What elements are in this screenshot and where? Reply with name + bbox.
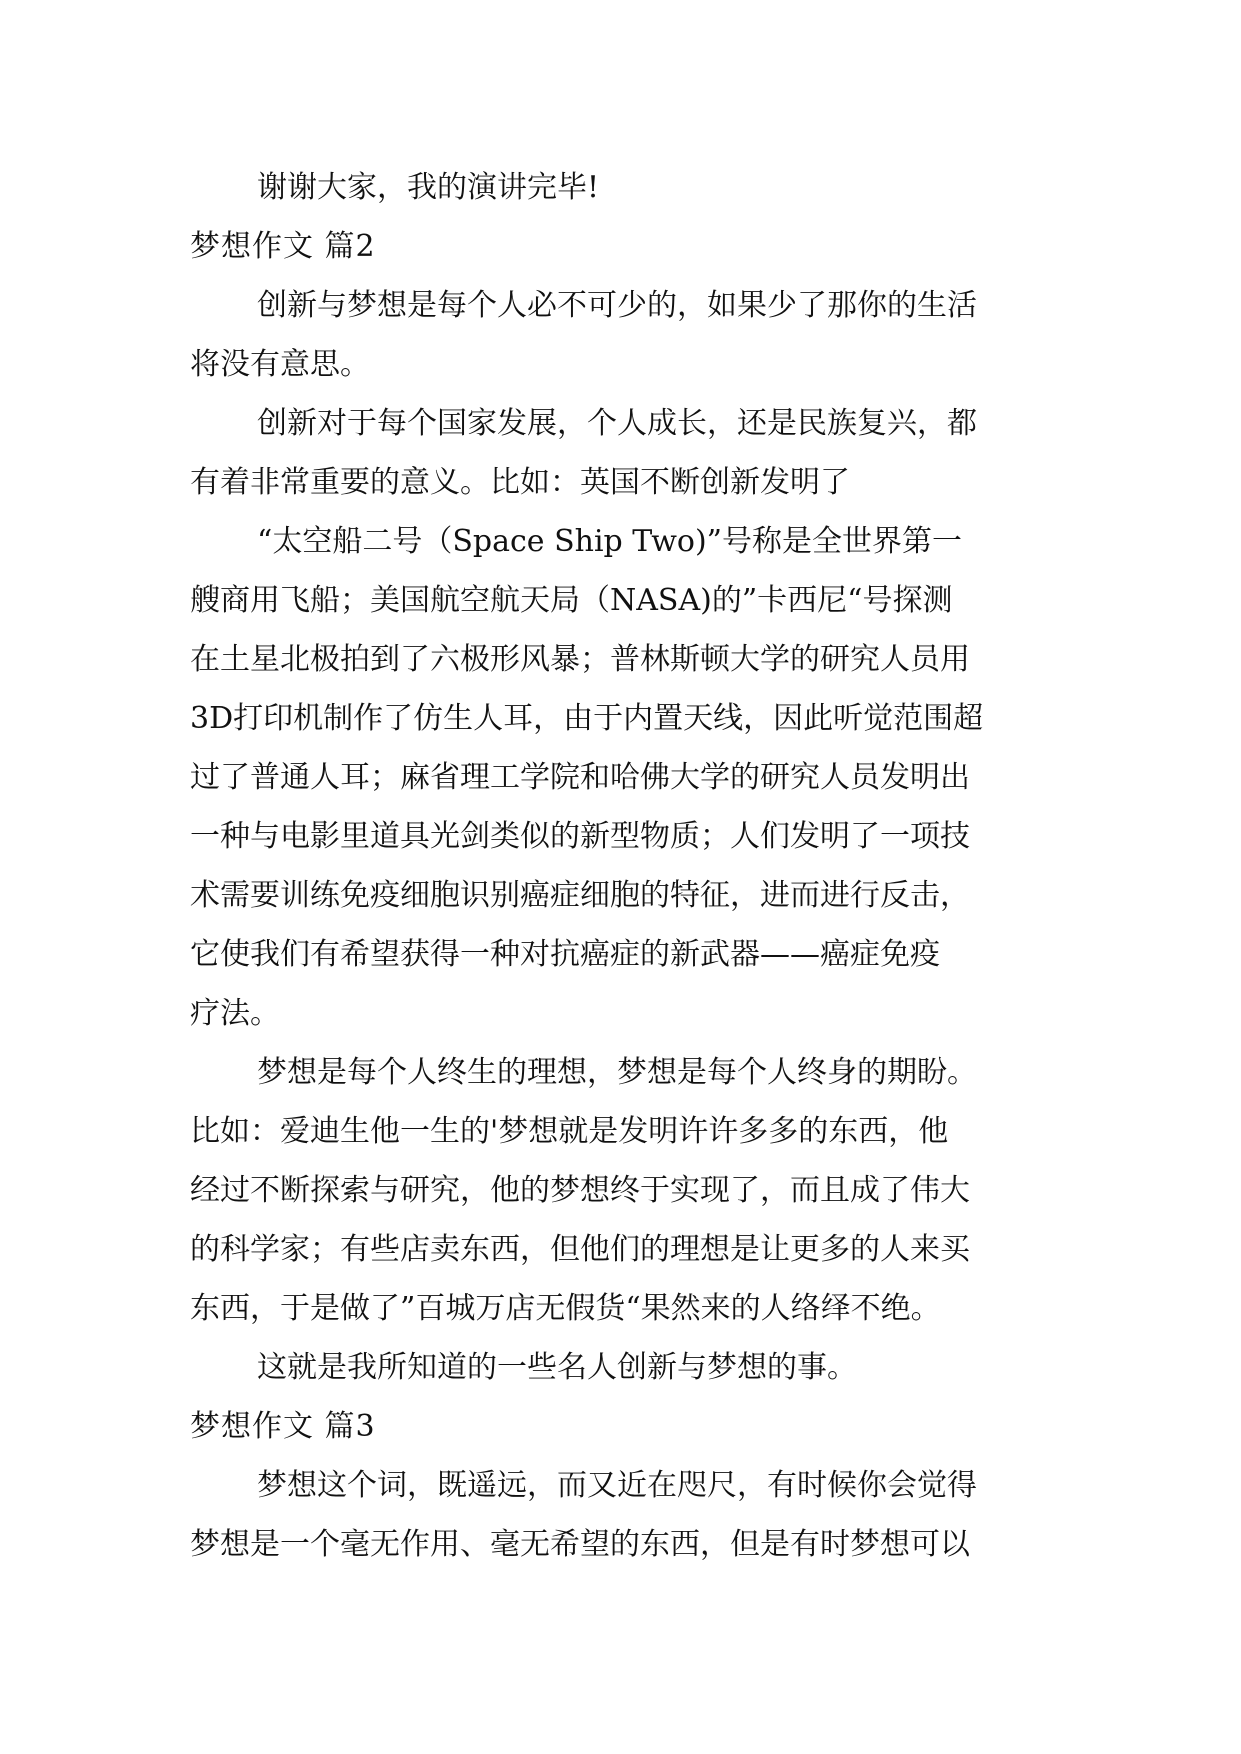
text-line: 梦想是每个人终生的理想，梦想是每个人终身的期盼。: [257, 1055, 977, 1090]
text-line: 谢谢大家，我的演讲完毕!: [257, 170, 600, 205]
text-line: 经过不断探索与研究，他的梦想终于实现了，而且成了伟大: [190, 1173, 970, 1208]
text-line: 疗法。: [190, 996, 280, 1031]
text-line: 将没有意思。: [190, 347, 370, 382]
text-line: 艘商用飞船；美国航空航天局（NASA)的”卡西尼“号探测: [190, 583, 953, 618]
section-heading: 梦想作文 篇3: [190, 1409, 376, 1444]
text-line: 术需要训练免疫细胞识别癌症细胞的特征，进而进行反击，: [190, 878, 970, 913]
text-line: 比如：爱迪生他一生的'梦想就是发明许许多多的东西，他: [190, 1114, 949, 1149]
text-line: 3D打印机制作了仿生人耳，由于内置天线，因此听觉范围超: [190, 701, 984, 736]
text-line: 一种与电影里道具光剑类似的新型物质；人们发明了一项技: [190, 819, 970, 854]
text-line: 梦想这个词，既遥远，而又近在咫尺，有时候你会觉得: [257, 1468, 977, 1503]
section-heading: 梦想作文 篇2: [190, 229, 376, 264]
text-line: 东西，于是做了”百城万店无假货“果然来的人络绎不绝。: [190, 1291, 941, 1326]
text-line: 在土星北极拍到了六极形风暴；普林斯顿大学的研究人员用: [190, 642, 970, 677]
text-line: “太空船二号（Space Ship Two)”号称是全世界第一: [257, 524, 962, 559]
text-line: 的科学家；有些店卖东西，但他们的理想是让更多的人来买: [190, 1232, 970, 1267]
text-line: 这就是我所知道的一些名人创新与梦想的事。: [257, 1350, 857, 1385]
text-line: 过了普通人耳；麻省理工学院和哈佛大学的研究人员发明出: [190, 760, 970, 795]
text-line: 有着非常重要的意义。比如：英国不断创新发明了: [190, 465, 850, 500]
text-line: 创新与梦想是每个人必不可少的，如果少了那你的生活: [257, 288, 977, 323]
document-body: [190, 158, 1065, 1574]
text-line: 梦想是一个毫无作用、毫无希望的东西，但是有时梦想可以: [190, 1527, 970, 1562]
text-line: 创新对于每个国家发展，个人成长，还是民族复兴，都: [257, 406, 977, 441]
text-line: 它使我们有希望获得一种对抗癌症的新武器——癌症免疫: [190, 937, 940, 972]
